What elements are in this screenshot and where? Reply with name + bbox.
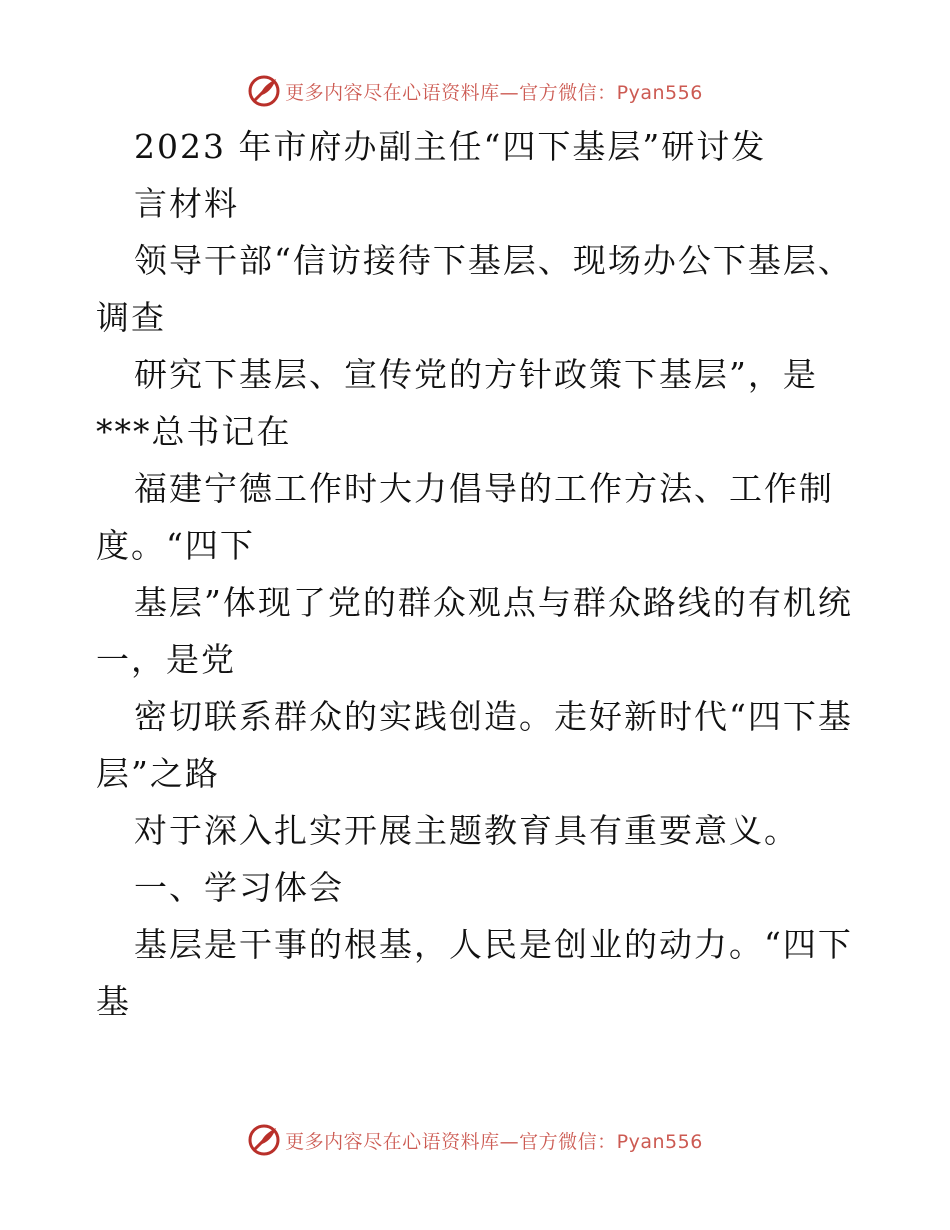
- watermark-text: 更多内容尽在心语资料库—官方微信：Pyan556: [285, 1130, 703, 1153]
- text-line: 基: [96, 982, 131, 1021]
- text-line: ***总书记在: [96, 412, 292, 451]
- footer-watermark: [0, 1120, 950, 1160]
- quill-logo-icon: [247, 74, 281, 108]
- watermark-text: 更多内容尽在心语资料库—官方微信：Pyan556: [285, 81, 703, 104]
- text-line: 一、学习体会: [134, 868, 344, 907]
- text-line: 基层”体现了党的群众观点与群众路线的有机统: [134, 583, 853, 622]
- text-line: 领导干部“信访接待下基层、现场办公下基层、: [134, 241, 853, 280]
- text-line: 密切联系群众的实践创造。走好新时代“四下基: [134, 697, 853, 736]
- text-line: 研究下基层、宣传党的方针政策下基层”，是: [134, 355, 818, 394]
- text-line: 层”之路: [96, 754, 220, 793]
- text-line: 福建宁德工作时大力倡导的工作方法、工作制: [134, 469, 834, 508]
- text-line: 基层是干事的根基，人民是创业的动力。“四下: [134, 925, 853, 964]
- text-line: 言材料: [134, 184, 239, 223]
- text-line: 度。“四下: [96, 526, 255, 565]
- header-watermark: [0, 71, 950, 111]
- quill-logo-icon: [247, 1123, 281, 1157]
- text-line: 调查: [96, 298, 166, 337]
- text-line: 2023 年市府办副主任“四下基层”研讨发: [134, 127, 767, 166]
- document-body: [96, 118, 866, 1030]
- text-line: 一，是党: [96, 640, 236, 679]
- text-line: 对于深入扎实开展主题教育具有重要意义。: [134, 811, 799, 850]
